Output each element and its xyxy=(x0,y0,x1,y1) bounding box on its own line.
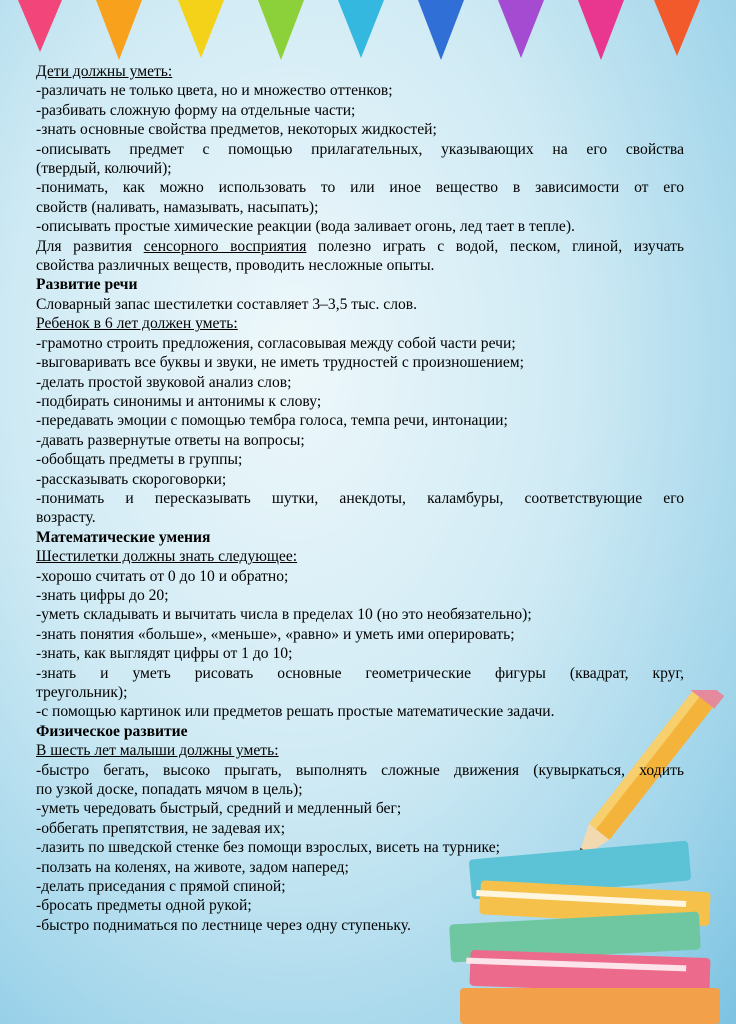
flag xyxy=(178,0,224,58)
list-item: -лазить по шведской стенке без помощи взрослых, висеть на турнике; xyxy=(36,839,500,857)
list-item: -знать и уметь рисовать основные геометрические фигуры (квадрат, круг, xyxy=(36,664,684,682)
paragraph-text: Для развития xyxy=(36,237,144,255)
list-item: -ползать на коленях, на животе, задом наперед; xyxy=(36,858,349,876)
list-item: -уметь складывать и вычитать числа в пределах 10 (но это необязательно); xyxy=(36,606,532,624)
flag xyxy=(498,0,544,58)
paragraph: свойства различных веществ, проводить несложные опыты. xyxy=(36,257,435,275)
list-item: -знать основные свойства предметов, некоторых жидкостей; xyxy=(36,121,437,139)
sensory-link[interactable]: сенсорного восприятия xyxy=(143,237,307,255)
list-item: -выговаривать все буквы и звуки, не иметь трудностей с произношением; xyxy=(36,354,525,372)
list-item: -подбирать синонимы и антонимы к слову; xyxy=(36,392,322,410)
list-item: -описывать простые химические реакции (вода заливает огонь, лед тает в тепле). xyxy=(36,218,575,236)
flag xyxy=(96,0,142,60)
list-item: -хорошо считать от 0 до 10 и обратно; xyxy=(36,567,289,585)
paragraph: Словарный запас шестилетки составляет 3–3,5 тыс. слов. xyxy=(36,295,418,313)
list-item: -быстро подниматься по лестнице через одну ступеньку. xyxy=(36,916,411,934)
document-text xyxy=(36,62,684,935)
paragraph xyxy=(36,237,684,256)
list-item: -оббегать препятствия, не задевая их; xyxy=(36,819,286,837)
list-item: -обобщать предметы в группы; xyxy=(36,451,243,469)
list-item: свойств (наливать, намазывать, насыпать); xyxy=(36,198,319,216)
flag xyxy=(418,0,464,60)
section-heading: Шестилетки должны знать следующее: xyxy=(36,548,298,566)
list-item: -знать понятия «больше», «меньше», «равно» и уметь ими оперировать; xyxy=(36,625,515,643)
section-title: Математические умения xyxy=(36,528,211,546)
flag xyxy=(654,0,700,56)
list-item: -делать простой звуковой анализ слов; xyxy=(36,373,292,391)
list-item: -уметь чередовать быстрый, средний и медленный бег; xyxy=(36,800,402,818)
list-item: -различать не только цвета, но и множество оттенков; xyxy=(36,82,393,100)
list-item: -передавать эмоции с помощью тембра голоса, темпа речи, интонации; xyxy=(36,412,508,430)
list-item: -знать цифры до 20; xyxy=(36,586,169,604)
section-heading: Ребенок в 6 лет должен уметь: xyxy=(36,315,238,333)
list-item: -разбивать сложную форму на отдельные части; xyxy=(36,101,356,119)
list-item: по узкой доске, попадать мячом в цель); xyxy=(36,781,303,799)
paragraph-text: полезно играть с водой, песком, глиной, изучать xyxy=(306,237,685,255)
list-item: возрасту. xyxy=(36,509,96,527)
flag xyxy=(18,0,62,52)
list-item: -понимать и пересказывать шутки, анекдоты, каламбуры, соответствующие его xyxy=(36,489,684,507)
flag xyxy=(258,0,304,60)
flag xyxy=(578,0,624,60)
list-item: -с помощью картинок или предметов решать простые математические задачи. xyxy=(36,703,555,721)
list-item: -бросать предметы одной рукой; xyxy=(36,897,252,915)
list-item: треугольник); xyxy=(36,684,128,701)
list-item: -описывать предмет с помощью прилагательных, указывающих на его свойства xyxy=(36,140,684,158)
section-heading: В шесть лет малыши должны уметь: xyxy=(36,742,279,760)
section-title: Развитие речи xyxy=(36,276,138,294)
bunting-flags xyxy=(0,0,736,70)
list-item: -знать, как выглядят цифры от 1 до 10; xyxy=(36,645,293,663)
list-item: -рассказывать скороговорки; xyxy=(36,470,227,488)
list-item: -быстро бегать, высоко прыгать, выполнять сложные движения (кувыркаться, ходить xyxy=(36,761,684,779)
section-title: Физическое развитие xyxy=(36,722,188,740)
flag xyxy=(338,0,384,58)
list-item: (твердый, колючий); xyxy=(36,160,172,178)
list-item: -грамотно строить предложения, согласовывая между собой части речи; xyxy=(36,334,516,352)
list-item: -делать приседания с прямой спиной; xyxy=(36,878,286,896)
list-item: -понимать, как можно использовать то или иное вещество в зависимости от его xyxy=(36,179,684,197)
section-heading: Дети должны уметь: xyxy=(36,63,173,80)
list-item: -давать развернутые ответы на вопросы; xyxy=(36,431,305,449)
